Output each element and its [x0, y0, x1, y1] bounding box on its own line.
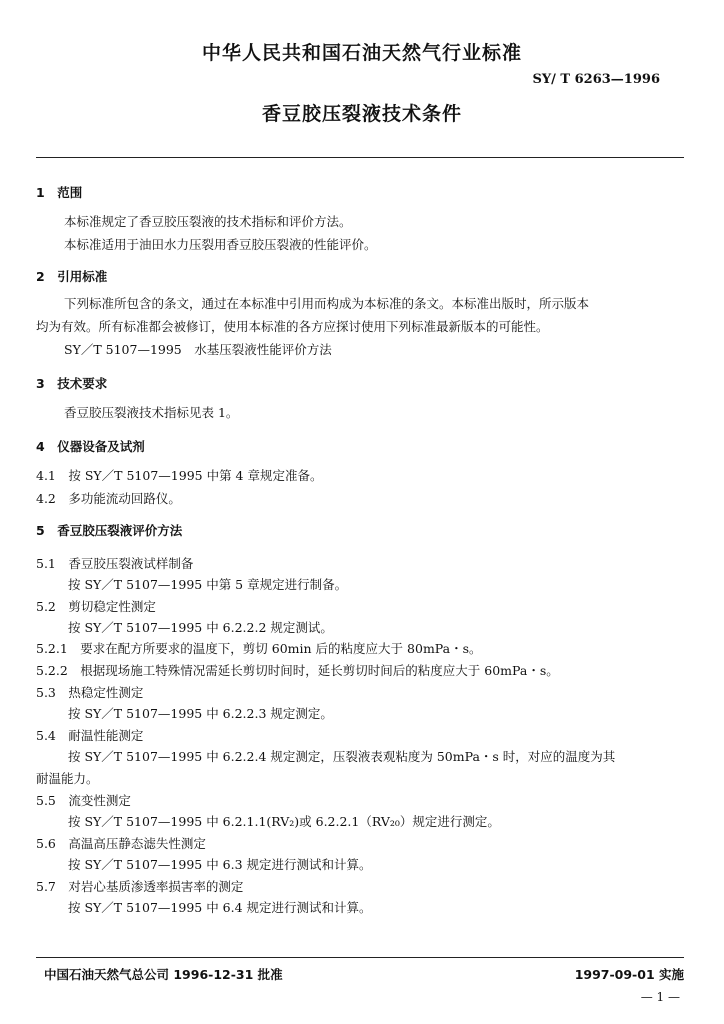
section-3-paragraph: 香豆胶压裂液技术指标见表 1。 [64, 405, 239, 420]
standard-code: SY/ T 6263—1996 [532, 72, 660, 87]
clause-5-6-heading: 5.6 高温高压静态滤失性测定 [36, 836, 206, 851]
section-2-paragraph-1a: 下列标准所包含的条文，通过在本标准中引用而构成为本标准的条文。本标准出版时，所示版本 [64, 296, 590, 311]
clause-5-5-heading: 5.5 流变性测定 [36, 793, 131, 808]
clause-5-2-1: 5.2.1 要求在配方所要求的温度下，剪切 60min 后的粘度应大于 80mPa・s。 [36, 641, 482, 656]
effective-date: 1997-09-01 实施 [574, 967, 684, 982]
section-2-paragraph-1b: 均为有效。所有标准都会被修订，使用本标准的各方应探讨使用下列标准最新版本的可能性。 [36, 319, 549, 334]
section-2-heading: 2 引用标准 [36, 269, 108, 284]
referenced-standard: SY／T 5107—1995 水基压裂液性能评价方法 [64, 342, 332, 357]
clause-5-4-text-b: 耐温能力。 [36, 771, 99, 786]
section-1-paragraph-2: 本标准适用于油田水力压裂用香豆胶压裂液的性能评价。 [64, 237, 377, 252]
section-4-heading: 4 仪器设备及试剂 [36, 439, 145, 454]
clause-5-6-text: 按 SY／T 5107—1995 中 6.3 规定进行测试和计算。 [68, 857, 372, 872]
section-3-heading: 3 技术要求 [36, 376, 108, 391]
document-title: 香豆胶压裂液技术条件 [261, 103, 462, 125]
clause-5-3-text: 按 SY／T 5107—1995 中 6.2.2.3 规定测定。 [68, 706, 333, 721]
issuing-authority-header: 中华人民共和国石油天然气行业标准 [201, 42, 522, 64]
clause-5-2-heading: 5.2 剪切稳定性测定 [36, 599, 156, 614]
clause-5-7-heading: 5.7 对岩心基质渗透率损害率的测定 [36, 879, 244, 894]
clause-4-2: 4.2 多功能流动回路仪。 [36, 491, 181, 506]
section-5-heading: 5 香豆胶压裂液评价方法 [36, 523, 183, 538]
clause-5-4-text-a: 按 SY／T 5107—1995 中 6.2.2.4 规定测定，压裂液表观粘度为 50mPa・s 时，对应的温度为其 [68, 749, 616, 764]
clause-5-4-heading: 5.4 耐温性能测定 [36, 728, 144, 743]
clause-5-2-text: 按 SY／T 5107—1995 中 6.2.2.2 规定测试。 [68, 620, 333, 635]
approval-statement: 中国石油天然气总公司 1996-12-31 批准 [44, 967, 283, 982]
clause-5-1-heading: 5.1 香豆胶压裂液试样制备 [36, 556, 194, 571]
clause-5-5-text: 按 SY／T 5107—1995 中 6.2.1.1(RV₂)或 6.2.2.1（RV₂₀）规定进行测定。 [68, 814, 500, 829]
clause-5-1-text: 按 SY／T 5107—1995 中第 5 章规定进行制备。 [68, 577, 348, 592]
clause-4-1: 4.1 按 SY／T 5107—1995 中第 4 章规定准备。 [36, 468, 323, 483]
page-number: — 1 — [640, 990, 680, 1004]
clause-5-2-2: 5.2.2 根据现场施工特殊情况需延长剪切时间时，延长剪切时间后的粘度应大于 60mPa・s。 [36, 663, 559, 678]
section-1-paragraph-1: 本标准规定了香豆胶压裂液的技术指标和评价方法。 [64, 214, 352, 229]
footer-divider [36, 957, 684, 958]
section-1-heading: 1 范围 [36, 185, 83, 200]
clause-5-3-heading: 5.3 热稳定性测定 [36, 685, 144, 700]
header-divider [36, 157, 684, 158]
clause-5-7-text: 按 SY／T 5107—1995 中 6.4 规定进行测试和计算。 [68, 900, 372, 915]
